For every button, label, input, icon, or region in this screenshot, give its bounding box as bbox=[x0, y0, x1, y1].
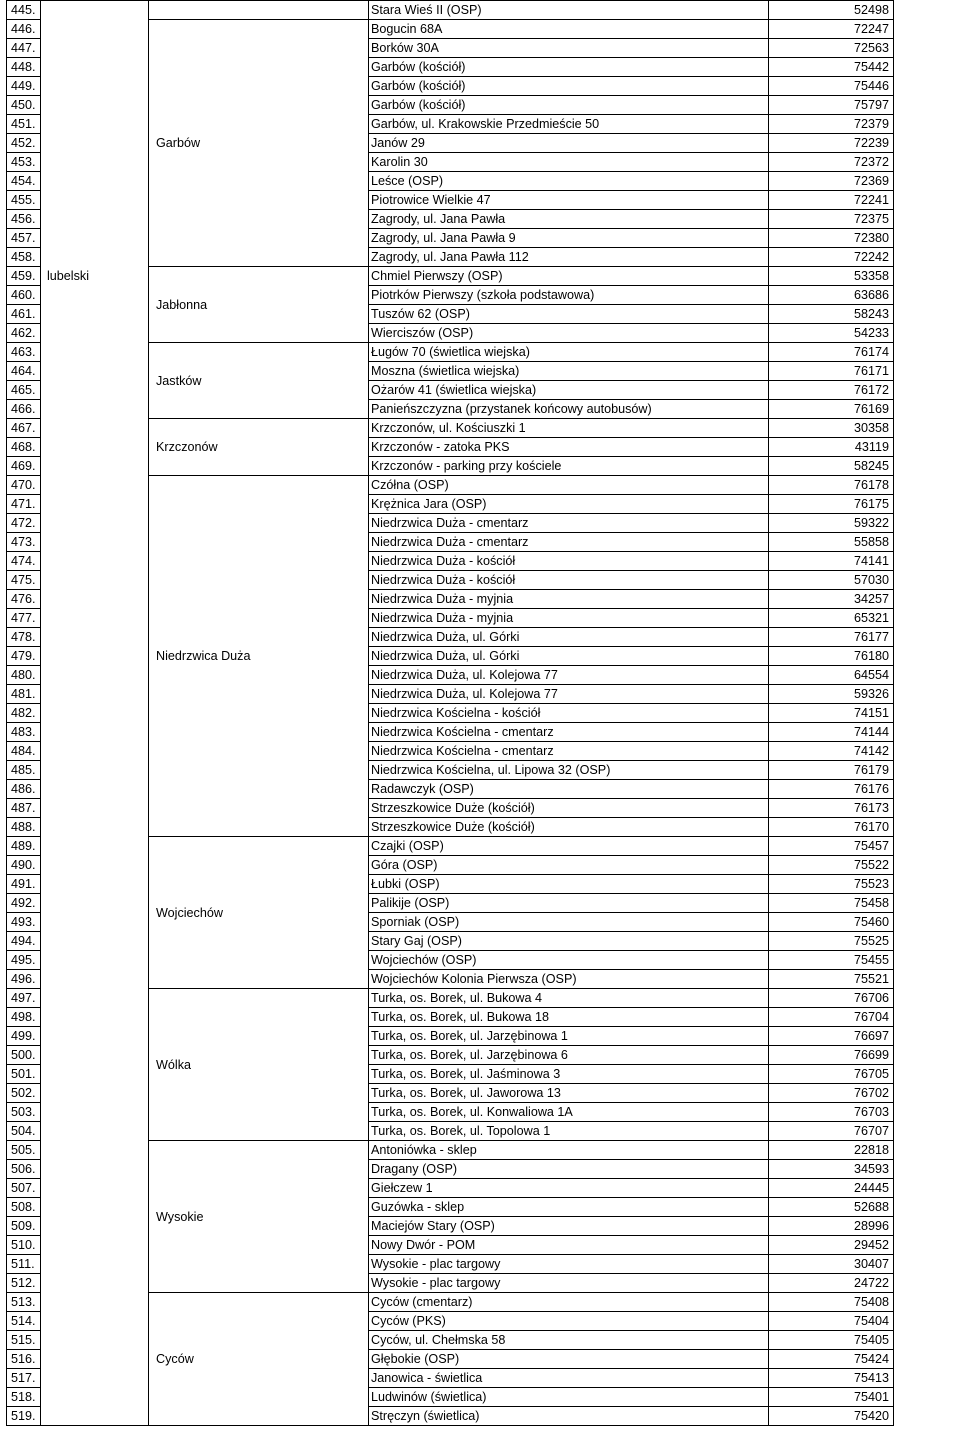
location-cell: Krężnica Jara (OSP) bbox=[369, 495, 769, 514]
station-id-cell: 55858 bbox=[769, 533, 894, 552]
location-cell: Turka, os. Borek, ul. Jarzębinowa 6 bbox=[369, 1046, 769, 1065]
gmina-cell: Jastków bbox=[149, 343, 369, 419]
location-cell: Góra (OSP) bbox=[369, 856, 769, 875]
location-cell: Ożarów 41 (świetlica wiejska) bbox=[369, 381, 769, 400]
gmina-cell: Jabłonna bbox=[149, 267, 369, 343]
location-cell: Zagrody, ul. Jana Pawła 112 bbox=[369, 248, 769, 267]
row-number: 511. bbox=[7, 1255, 41, 1274]
location-cell: Strzeszkowice Duże (kościół) bbox=[369, 818, 769, 837]
location-cell: Turka, os. Borek, ul. Jaśminowa 3 bbox=[369, 1065, 769, 1084]
station-id-cell: 75458 bbox=[769, 894, 894, 913]
row-number: 477. bbox=[7, 609, 41, 628]
station-id-cell: 76173 bbox=[769, 799, 894, 818]
gmina-cell: Wysokie bbox=[149, 1141, 369, 1293]
location-cell: Nowy Dwór - POM bbox=[369, 1236, 769, 1255]
station-id-cell: 75446 bbox=[769, 77, 894, 96]
row-number: 485. bbox=[7, 761, 41, 780]
location-cell: Czółna (OSP) bbox=[369, 476, 769, 495]
gmina-cell: Niedrzwica Duża bbox=[149, 476, 369, 837]
station-id-cell: 76174 bbox=[769, 343, 894, 362]
row-number: 455. bbox=[7, 191, 41, 210]
station-id-cell: 75525 bbox=[769, 932, 894, 951]
row-number: 506. bbox=[7, 1160, 41, 1179]
station-id-cell: 74144 bbox=[769, 723, 894, 742]
location-cell: Łubki (OSP) bbox=[369, 875, 769, 894]
station-id-cell: 75424 bbox=[769, 1350, 894, 1369]
row-number: 515. bbox=[7, 1331, 41, 1350]
station-id-cell: 76172 bbox=[769, 381, 894, 400]
station-id-cell: 65321 bbox=[769, 609, 894, 628]
location-cell: Niedrzwica Duża, ul. Kolejowa 77 bbox=[369, 685, 769, 704]
station-id-cell: 76706 bbox=[769, 989, 894, 1008]
location-cell: Cyców, ul. Chełmska 58 bbox=[369, 1331, 769, 1350]
station-id-cell: 75460 bbox=[769, 913, 894, 932]
row-number: 516. bbox=[7, 1350, 41, 1369]
row-number: 471. bbox=[7, 495, 41, 514]
station-id-cell: 75401 bbox=[769, 1388, 894, 1407]
location-cell: Dragany (OSP) bbox=[369, 1160, 769, 1179]
location-cell: Niedrzwica Duża - kościół bbox=[369, 552, 769, 571]
location-cell: Palikije (OSP) bbox=[369, 894, 769, 913]
station-id-cell: 75408 bbox=[769, 1293, 894, 1312]
station-id-cell: 30407 bbox=[769, 1255, 894, 1274]
station-id-cell: 58243 bbox=[769, 305, 894, 324]
row-number: 467. bbox=[7, 419, 41, 438]
station-id-cell: 24445 bbox=[769, 1179, 894, 1198]
station-id-cell: 76178 bbox=[769, 476, 894, 495]
row-number: 483. bbox=[7, 723, 41, 742]
row-number: 519. bbox=[7, 1407, 41, 1426]
location-cell: Wojciechów Kolonia Pierwsza (OSP) bbox=[369, 970, 769, 989]
gmina-cell: Garbów bbox=[149, 20, 369, 267]
station-id-cell: 72241 bbox=[769, 191, 894, 210]
station-id-cell: 76180 bbox=[769, 647, 894, 666]
station-id-cell: 74142 bbox=[769, 742, 894, 761]
table-row bbox=[7, 267, 894, 286]
row-number: 480. bbox=[7, 666, 41, 685]
station-id-cell: 75522 bbox=[769, 856, 894, 875]
row-number: 462. bbox=[7, 324, 41, 343]
location-cell: Niedrzwica Kościelna - cmentarz bbox=[369, 723, 769, 742]
location-cell: Stara Wieś II (OSP) bbox=[369, 1, 769, 20]
station-id-cell: 75797 bbox=[769, 96, 894, 115]
row-number: 452. bbox=[7, 134, 41, 153]
location-cell: Bogucin 68A bbox=[369, 20, 769, 39]
station-id-cell: 76697 bbox=[769, 1027, 894, 1046]
row-number: 501. bbox=[7, 1065, 41, 1084]
station-id-cell: 76170 bbox=[769, 818, 894, 837]
station-id-cell: 30358 bbox=[769, 419, 894, 438]
row-number: 445. bbox=[7, 1, 41, 20]
row-number: 504. bbox=[7, 1122, 41, 1141]
location-cell: Strzeszkowice Duże (kościół) bbox=[369, 799, 769, 818]
location-cell: Radawczyk (OSP) bbox=[369, 780, 769, 799]
location-cell: Moszna (świetlica wiejska) bbox=[369, 362, 769, 381]
voivodeship-cell: lubelski bbox=[41, 267, 149, 286]
station-id-cell: 76169 bbox=[769, 400, 894, 419]
row-number: 459. bbox=[7, 267, 41, 286]
row-number: 493. bbox=[7, 913, 41, 932]
row-number: 494. bbox=[7, 932, 41, 951]
row-number: 502. bbox=[7, 1084, 41, 1103]
location-cell: Niedrzwica Duża - cmentarz bbox=[369, 533, 769, 552]
station-id-cell: 75413 bbox=[769, 1369, 894, 1388]
location-cell: Sporniak (OSP) bbox=[369, 913, 769, 932]
location-cell: Cyców (PKS) bbox=[369, 1312, 769, 1331]
location-cell: Cyców (cmentarz) bbox=[369, 1293, 769, 1312]
row-number: 466. bbox=[7, 400, 41, 419]
station-id-cell: 72242 bbox=[769, 248, 894, 267]
row-number: 457. bbox=[7, 229, 41, 248]
location-cell: Borków 30A bbox=[369, 39, 769, 58]
location-cell: Głębokie (OSP) bbox=[369, 1350, 769, 1369]
location-cell: Czajki (OSP) bbox=[369, 837, 769, 856]
location-cell: Chmiel Pierwszy (OSP) bbox=[369, 267, 769, 286]
station-id-cell: 34257 bbox=[769, 590, 894, 609]
row-number: 450. bbox=[7, 96, 41, 115]
row-number: 503. bbox=[7, 1103, 41, 1122]
row-number: 490. bbox=[7, 856, 41, 875]
table-body bbox=[7, 1, 894, 1426]
station-id-cell: 74141 bbox=[769, 552, 894, 571]
station-id-cell: 72375 bbox=[769, 210, 894, 229]
station-id-cell: 75521 bbox=[769, 970, 894, 989]
station-id-cell: 59326 bbox=[769, 685, 894, 704]
location-cell: Niedrzwica Kościelna - cmentarz bbox=[369, 742, 769, 761]
table-row bbox=[7, 286, 894, 305]
location-cell: Niedrzwica Duża, ul. Górki bbox=[369, 628, 769, 647]
row-number: 518. bbox=[7, 1388, 41, 1407]
station-id-cell: 72369 bbox=[769, 172, 894, 191]
location-cell: Piotrków Pierwszy (szkoła podstawowa) bbox=[369, 286, 769, 305]
station-id-cell: 76702 bbox=[769, 1084, 894, 1103]
location-cell: Wojciechów (OSP) bbox=[369, 951, 769, 970]
row-number: 491. bbox=[7, 875, 41, 894]
station-id-cell: 76703 bbox=[769, 1103, 894, 1122]
location-cell: Giełczew 1 bbox=[369, 1179, 769, 1198]
location-cell: Niedrzwica Duża - myjnia bbox=[369, 590, 769, 609]
station-id-cell: 59322 bbox=[769, 514, 894, 533]
location-cell: Turka, os. Borek, ul. Topolowa 1 bbox=[369, 1122, 769, 1141]
row-number: 469. bbox=[7, 457, 41, 476]
location-cell: Ludwinów (świetlica) bbox=[369, 1388, 769, 1407]
location-cell: Niedrzwica Kościelna - kościół bbox=[369, 704, 769, 723]
gmina-cell: Wojciechów bbox=[149, 837, 369, 989]
station-id-cell: 52498 bbox=[769, 1, 894, 20]
station-id-cell: 72563 bbox=[769, 39, 894, 58]
station-id-cell: 76179 bbox=[769, 761, 894, 780]
location-cell: Guzówka - sklep bbox=[369, 1198, 769, 1217]
row-number: 458. bbox=[7, 248, 41, 267]
station-id-cell: 64554 bbox=[769, 666, 894, 685]
station-id-cell: 58245 bbox=[769, 457, 894, 476]
table-row bbox=[7, 1, 894, 20]
location-cell: Turka, os. Borek, ul. Bukowa 18 bbox=[369, 1008, 769, 1027]
station-id-cell: 76705 bbox=[769, 1065, 894, 1084]
location-cell: Zagrody, ul. Jana Pawła 9 bbox=[369, 229, 769, 248]
row-number: 508. bbox=[7, 1198, 41, 1217]
location-cell: Stręczyn (świetlica) bbox=[369, 1407, 769, 1426]
location-cell: Wysokie - plac targowy bbox=[369, 1255, 769, 1274]
location-cell: Janowica - świetlica bbox=[369, 1369, 769, 1388]
location-cell: Krzczonów - parking przy kościele bbox=[369, 457, 769, 476]
location-cell: Janów 29 bbox=[369, 134, 769, 153]
location-cell: Zagrody, ul. Jana Pawła bbox=[369, 210, 769, 229]
row-number: 499. bbox=[7, 1027, 41, 1046]
location-cell: Krzczonów, ul. Kościuszki 1 bbox=[369, 419, 769, 438]
row-number: 468. bbox=[7, 438, 41, 457]
station-id-cell: 52688 bbox=[769, 1198, 894, 1217]
location-cell: Turka, os. Borek, ul. Konwaliowa 1A bbox=[369, 1103, 769, 1122]
polling-stations-table bbox=[6, 0, 894, 1426]
row-number: 447. bbox=[7, 39, 41, 58]
station-id-cell: 76177 bbox=[769, 628, 894, 647]
row-number: 448. bbox=[7, 58, 41, 77]
row-number: 456. bbox=[7, 210, 41, 229]
station-id-cell: 75442 bbox=[769, 58, 894, 77]
station-id-cell: 75404 bbox=[769, 1312, 894, 1331]
row-number: 497. bbox=[7, 989, 41, 1008]
station-id-cell: 76699 bbox=[769, 1046, 894, 1065]
row-number: 464. bbox=[7, 362, 41, 381]
row-number: 472. bbox=[7, 514, 41, 533]
row-number: 473. bbox=[7, 533, 41, 552]
location-cell: Wierciszów (OSP) bbox=[369, 324, 769, 343]
location-cell: Turka, os. Borek, ul. Bukowa 4 bbox=[369, 989, 769, 1008]
location-cell: Niedrzwica Duża - cmentarz bbox=[369, 514, 769, 533]
location-cell: Niedrzwica Duża, ul. Górki bbox=[369, 647, 769, 666]
location-cell: Niedrzwica Duża - kościół bbox=[369, 571, 769, 590]
location-cell: Turka, os. Borek, ul. Jarzębinowa 1 bbox=[369, 1027, 769, 1046]
station-id-cell: 75457 bbox=[769, 837, 894, 856]
row-number: 498. bbox=[7, 1008, 41, 1027]
row-number: 461. bbox=[7, 305, 41, 324]
row-number: 465. bbox=[7, 381, 41, 400]
row-number: 492. bbox=[7, 894, 41, 913]
row-number: 470. bbox=[7, 476, 41, 495]
row-number: 488. bbox=[7, 818, 41, 837]
location-cell: Niedrzwica Duża - myjnia bbox=[369, 609, 769, 628]
voivodeship-cell bbox=[41, 1, 149, 267]
location-cell: Wysokie - plac targowy bbox=[369, 1274, 769, 1293]
row-number: 517. bbox=[7, 1369, 41, 1388]
location-cell: Tuszów 62 (OSP) bbox=[369, 305, 769, 324]
row-number: 481. bbox=[7, 685, 41, 704]
row-number: 500. bbox=[7, 1046, 41, 1065]
location-cell: Karolin 30 bbox=[369, 153, 769, 172]
station-id-cell: 43119 bbox=[769, 438, 894, 457]
location-cell: Garbów (kościół) bbox=[369, 96, 769, 115]
row-number: 510. bbox=[7, 1236, 41, 1255]
gmina-cell: Krzczonów bbox=[149, 419, 369, 476]
row-number: 505. bbox=[7, 1141, 41, 1160]
station-id-cell: 76171 bbox=[769, 362, 894, 381]
station-id-cell: 24722 bbox=[769, 1274, 894, 1293]
row-number: 446. bbox=[7, 20, 41, 39]
row-number: 484. bbox=[7, 742, 41, 761]
row-number: 513. bbox=[7, 1293, 41, 1312]
row-number: 479. bbox=[7, 647, 41, 666]
location-cell: Garbów (kościół) bbox=[369, 58, 769, 77]
row-number: 512. bbox=[7, 1274, 41, 1293]
station-id-cell: 72372 bbox=[769, 153, 894, 172]
station-id-cell: 75523 bbox=[769, 875, 894, 894]
gmina-cell: Cyców bbox=[149, 1293, 369, 1426]
station-id-cell: 72379 bbox=[769, 115, 894, 134]
row-number: 451. bbox=[7, 115, 41, 134]
location-cell: Turka, os. Borek, ul. Jaworowa 13 bbox=[369, 1084, 769, 1103]
row-number: 454. bbox=[7, 172, 41, 191]
location-cell: Ługów 70 (świetlica wiejska) bbox=[369, 343, 769, 362]
gmina-cell: Wólka bbox=[149, 989, 369, 1141]
row-number: 486. bbox=[7, 780, 41, 799]
station-id-cell: 75455 bbox=[769, 951, 894, 970]
station-id-cell: 74151 bbox=[769, 704, 894, 723]
station-id-cell: 76707 bbox=[769, 1122, 894, 1141]
station-id-cell: 28996 bbox=[769, 1217, 894, 1236]
row-number: 496. bbox=[7, 970, 41, 989]
row-number: 507. bbox=[7, 1179, 41, 1198]
row-number: 482. bbox=[7, 704, 41, 723]
station-id-cell: 63686 bbox=[769, 286, 894, 305]
station-id-cell: 76175 bbox=[769, 495, 894, 514]
station-id-cell: 75405 bbox=[769, 1331, 894, 1350]
row-number: 487. bbox=[7, 799, 41, 818]
station-id-cell: 72247 bbox=[769, 20, 894, 39]
location-cell: Panieńszczyzna (przystanek końcowy autobusów) bbox=[369, 400, 769, 419]
row-number: 489. bbox=[7, 837, 41, 856]
gmina-cell bbox=[149, 1, 369, 20]
location-cell: Niedrzwica Duża, ul. Kolejowa 77 bbox=[369, 666, 769, 685]
row-number: 474. bbox=[7, 552, 41, 571]
voivodeship-cell bbox=[41, 286, 149, 1426]
row-number: 460. bbox=[7, 286, 41, 305]
location-cell: Maciejów Stary (OSP) bbox=[369, 1217, 769, 1236]
location-cell: Garbów (kościół) bbox=[369, 77, 769, 96]
station-id-cell: 76176 bbox=[769, 780, 894, 799]
row-number: 475. bbox=[7, 571, 41, 590]
station-id-cell: 72239 bbox=[769, 134, 894, 153]
row-number: 509. bbox=[7, 1217, 41, 1236]
station-id-cell: 29452 bbox=[769, 1236, 894, 1255]
row-number: 449. bbox=[7, 77, 41, 96]
row-number: 453. bbox=[7, 153, 41, 172]
station-id-cell: 22818 bbox=[769, 1141, 894, 1160]
location-cell: Garbów, ul. Krakowskie Przedmieście 50 bbox=[369, 115, 769, 134]
station-id-cell: 75420 bbox=[769, 1407, 894, 1426]
location-cell: Stary Gaj (OSP) bbox=[369, 932, 769, 951]
location-cell: Leśce (OSP) bbox=[369, 172, 769, 191]
station-id-cell: 57030 bbox=[769, 571, 894, 590]
station-id-cell: 72380 bbox=[769, 229, 894, 248]
row-number: 463. bbox=[7, 343, 41, 362]
station-id-cell: 76704 bbox=[769, 1008, 894, 1027]
row-number: 495. bbox=[7, 951, 41, 970]
location-cell: Piotrowice Wielkie 47 bbox=[369, 191, 769, 210]
station-id-cell: 53358 bbox=[769, 267, 894, 286]
location-cell: Krzczonów - zatoka PKS bbox=[369, 438, 769, 457]
row-number: 476. bbox=[7, 590, 41, 609]
row-number: 514. bbox=[7, 1312, 41, 1331]
station-id-cell: 54233 bbox=[769, 324, 894, 343]
row-number: 478. bbox=[7, 628, 41, 647]
station-id-cell: 34593 bbox=[769, 1160, 894, 1179]
location-cell: Niedrzwica Kościelna, ul. Lipowa 32 (OSP) bbox=[369, 761, 769, 780]
location-cell: Antoniówka - sklep bbox=[369, 1141, 769, 1160]
